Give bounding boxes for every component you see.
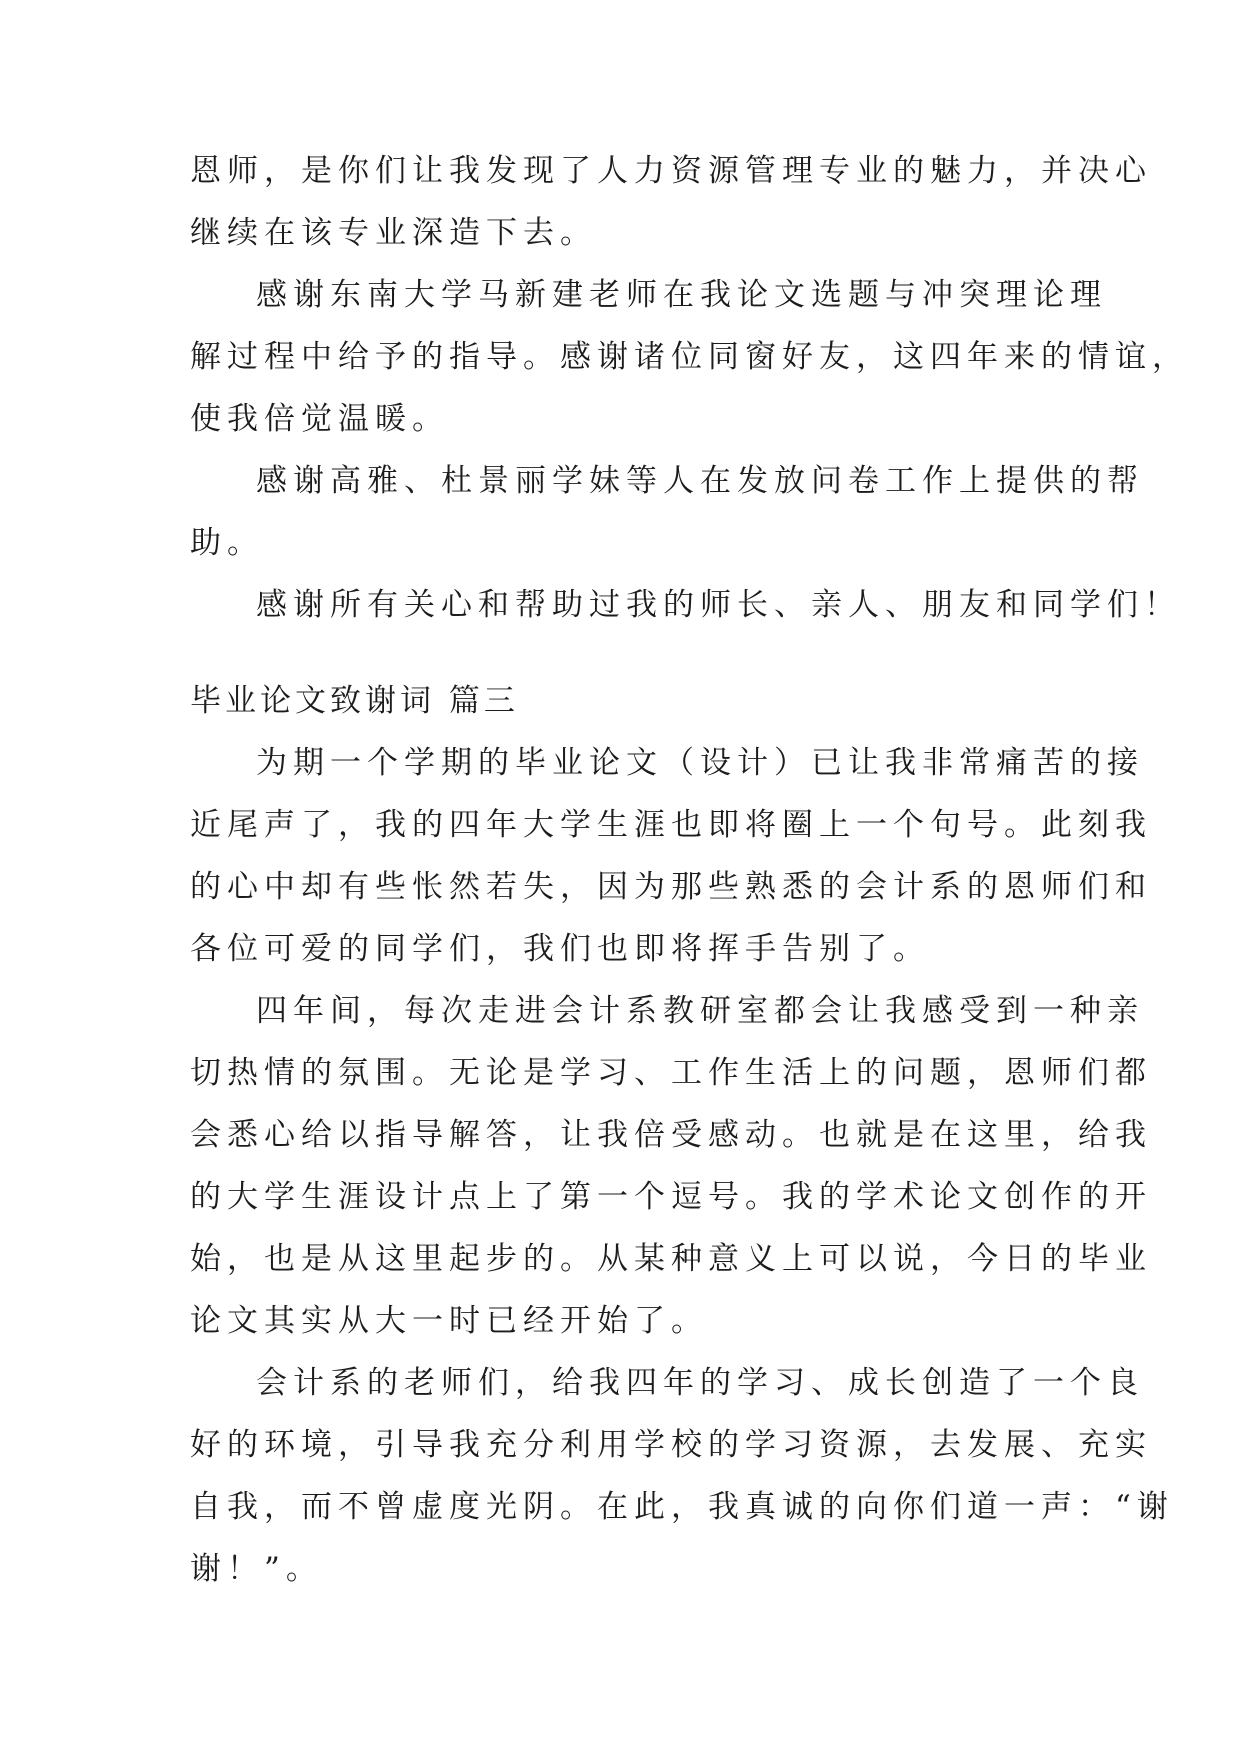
paragraph-line: 近尾声了，我的四年大学生涯也即将圈上一个句号。此刻我 <box>190 807 1152 843</box>
paragraph-line: 感谢高雅、杜景丽学妹等人在发放问卷工作上提供的帮 <box>256 463 1144 499</box>
section-heading-block <box>190 670 1050 732</box>
paragraph-line: 助。 <box>190 525 264 561</box>
paragraph-line: 为期一个学期的毕业论文（设计）已让我非常痛苦的接 <box>256 745 1144 781</box>
paragraph-line: 自我，而不曾虚度光阴。在此，我真诚的向你们道一声：“谢 <box>190 1489 1174 1525</box>
paragraph-line: 的大学生涯设计点上了第一个逗号。我的学术论文创作的开 <box>190 1179 1152 1215</box>
paragraph-line: 各位可爱的同学们，我们也即将挥手告别了。 <box>190 931 930 967</box>
paragraph-line: 会计系的老师们，给我四年的学习、成长创造了一个良 <box>256 1365 1144 1401</box>
section-heading: 毕业论文致谢词 篇三 <box>190 683 519 719</box>
paragraph-line: 的心中却有些怅然若失，因为那些熟悉的会计系的恩师们和 <box>190 869 1152 905</box>
paragraph-line: 好的环境，引导我充分利用学校的学习资源，去发展、充实 <box>190 1427 1152 1463</box>
paragraph-line: 解过程中给予的指导。感谢诸位同窗好友，这四年来的情谊， <box>190 339 1189 375</box>
paragraph-line: 感谢所有关心和帮助过我的师长、亲人、朋友和同学们！ <box>256 587 1181 623</box>
acknowledgement-section-three <box>190 732 1174 1600</box>
paragraph-line: 恩师，是你们让我发现了人力资源管理专业的魅力，并决心 <box>190 153 1152 189</box>
paragraph-line: 感谢东南大学马新建老师在我论文选题与冲突理论理 <box>256 277 1107 313</box>
paragraph-line: 继续在该专业深造下去。 <box>190 215 597 251</box>
paragraph-line: 论文其实从大一时已经开始了。 <box>190 1303 708 1339</box>
paragraph-line: 始，也是从这里起步的。从某种意义上可以说，今日的毕业 <box>190 1241 1152 1277</box>
paragraph-line: 谢！”。 <box>190 1551 323 1587</box>
paragraph-line: 会悉心给以指导解答，让我倍受感动。也就是在这里，给我 <box>190 1117 1152 1153</box>
paragraph-line: 使我倍觉温暖。 <box>190 401 449 437</box>
acknowledgement-continued <box>190 140 1189 636</box>
paragraph-line: 切热情的氛围。无论是学习、工作生活上的问题，恩师们都 <box>190 1055 1152 1091</box>
paragraph-line: 四年间，每次走进会计系教研室都会让我感受到一种亲 <box>256 993 1144 1029</box>
